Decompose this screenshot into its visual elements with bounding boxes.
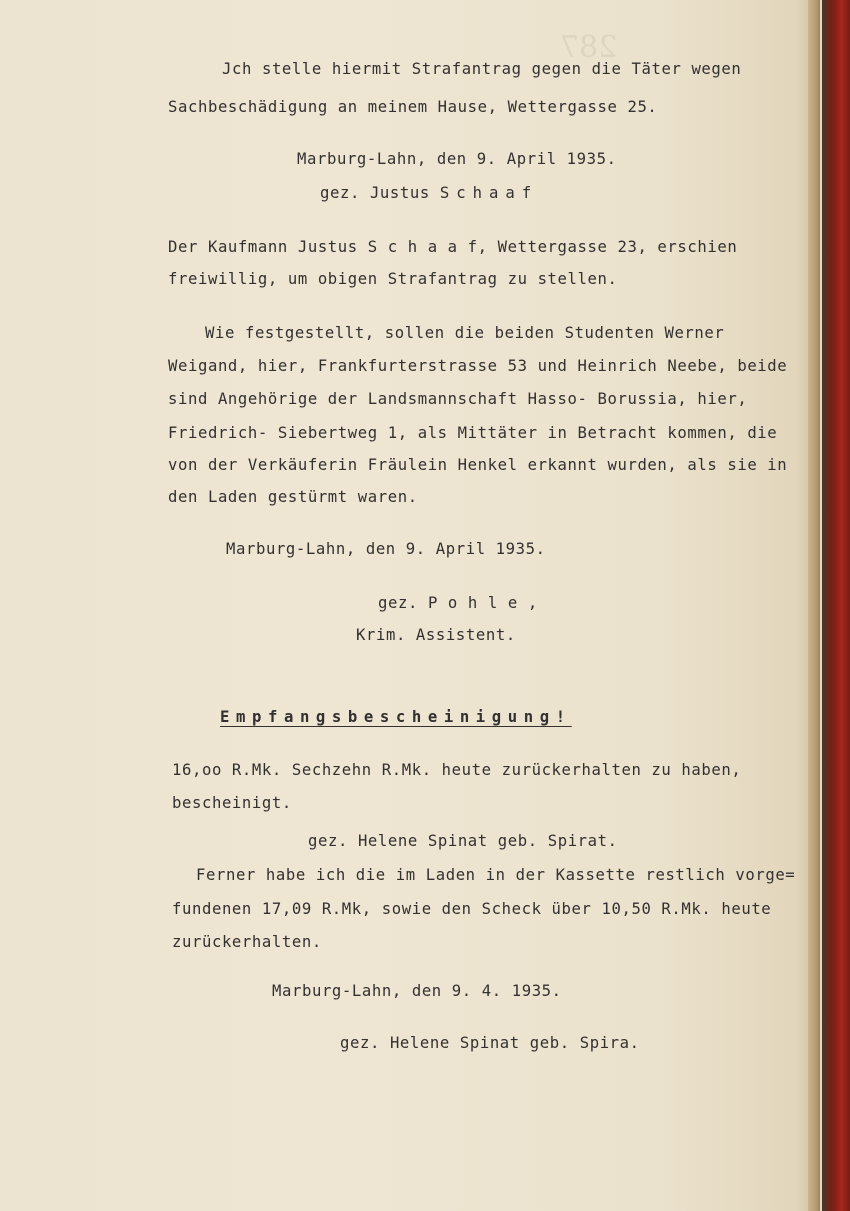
- findings-line-4: Friedrich- Siebertweg 1, als Mittäter in Betracht kommen, die: [168, 424, 778, 442]
- findings-line-1: Wie festgestellt, sollen die beiden Studenten Werner: [205, 324, 725, 342]
- findings-line-3: sind Angehörige der Landsmannschaft Hasso- Borussia, hier,: [168, 390, 748, 408]
- page-edge: [808, 0, 820, 1211]
- appearance-line-2: freiwillig, um obigen Strafantrag zu stellen.: [168, 270, 618, 288]
- findings-line-5: von der Verkäuferin Fräulein Henkel erkannt wurden, als sie in: [168, 456, 788, 474]
- signature-pohle: gez. P o h l e ,: [378, 594, 538, 612]
- signature-spinat-2: gez. Helene Spinat geb. Spira.: [340, 1034, 640, 1052]
- receipt-line-2: bescheinigt.: [172, 794, 292, 812]
- signature-schaaf-prefix: gez. Justus: [320, 184, 440, 202]
- findings-line-2: Weigand, hier, Frankfurterstrasse 53 und Heinrich Neebe, beide: [168, 357, 788, 375]
- findings-line-6: den Laden gestürmt waren.: [168, 488, 418, 506]
- statement-line-2: Sachbeschädigung an meinem Hause, Wettergasse 25.: [168, 98, 658, 116]
- statement-line-1: Jch stelle hiermit Strafantrag gegen die Täter wegen: [222, 60, 742, 78]
- appearance-line-1: Der Kaufmann Justus S c h a a f, Wettergasse 23, erschien: [168, 238, 738, 256]
- receipt-line-5: zurückerhalten.: [172, 933, 322, 951]
- place-date-line-2: Marburg-Lahn, den 9. April 1935.: [226, 540, 546, 558]
- receipt-heading: Empfangsbescheinigung!: [220, 708, 572, 726]
- bleed-through-page-number: 287: [560, 30, 618, 65]
- place-date-line-3: Marburg-Lahn, den 9. 4. 1935.: [272, 982, 562, 1000]
- receipt-line-1: 16,oo R.Mk. Sechzehn R.Mk. heute zurückerhalten zu haben,: [172, 761, 742, 779]
- signature-schaaf: [320, 186, 538, 202]
- signature-schaaf-name: Schaaf: [439, 184, 539, 202]
- receipt-line-3: Ferner habe ich die im Laden in der Kassette restlich vorge=: [196, 866, 796, 884]
- book-spine: [822, 0, 850, 1211]
- receipt-line-4: fundenen 17,09 R.Mk, sowie den Scheck über 10,50 R.Mk. heute: [172, 900, 772, 918]
- place-date-line-1: Marburg-Lahn, den 9. April 1935.: [297, 150, 617, 168]
- signature-pohle-title: Krim. Assistent.: [356, 626, 516, 644]
- signature-spinat-1: gez. Helene Spinat geb. Spirat.: [308, 832, 618, 850]
